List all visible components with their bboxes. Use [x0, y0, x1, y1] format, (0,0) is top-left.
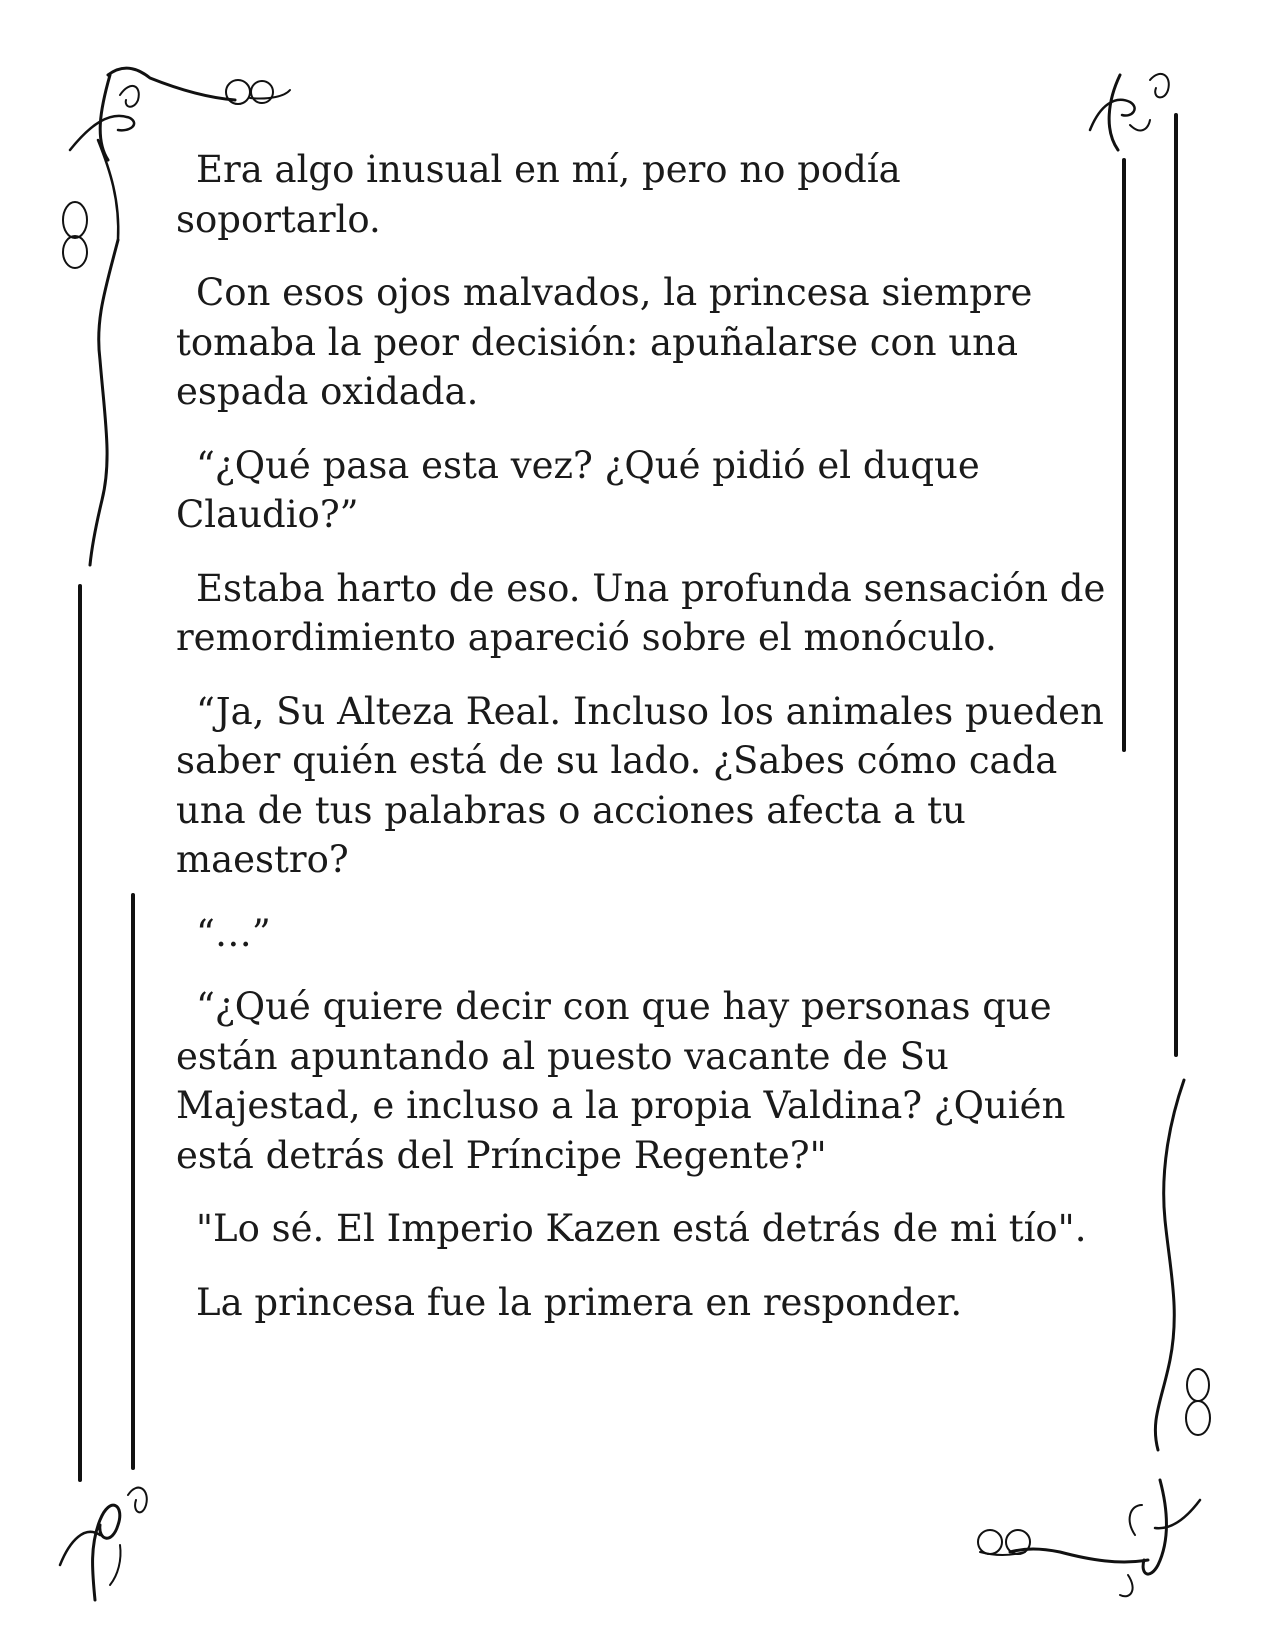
paragraph: "Lo sé. El Imperio Kazen está detrás de mi tío".: [196, 1207, 1087, 1250]
paragraph: Estaba harto de eso. Una profunda sensación de remordimiento apareció sobre el monóculo.: [176, 566, 1106, 659]
paragraph: “¿Qué pasa esta vez? ¿Qué pidió el duque Claudio?”: [176, 443, 980, 536]
paragraph: “Ja, Su Alteza Real. Incluso los animales pueden saber quién está de su lado. ¿Sabes cómo cada una de tus palabras o acciones afecta a tu maestro?: [176, 689, 1104, 881]
document-body: [176, 145, 1106, 1351]
paragraph: “…”: [196, 911, 271, 955]
paragraph: La princesa fue la primera en responder.: [196, 1280, 963, 1324]
paragraph: Con esos ojos malvados, la princesa siempre tomaba la peor decisión: apuñalarse con una espada oxidada.: [176, 271, 1033, 413]
paragraph: Era algo inusual en mí, pero no podía soportarlo.: [176, 148, 901, 241]
bottom-left-flourish-icon: [60, 1488, 147, 1600]
paragraph: “¿Qué quiere decir con que hay personas que están apuntando al puesto vacante de Su Majestad, e incluso a la propia Valdina? ¿Quién está detrás del Príncipe Regente?": [176, 985, 1066, 1177]
top-right-flourish-icon: [1090, 74, 1169, 150]
